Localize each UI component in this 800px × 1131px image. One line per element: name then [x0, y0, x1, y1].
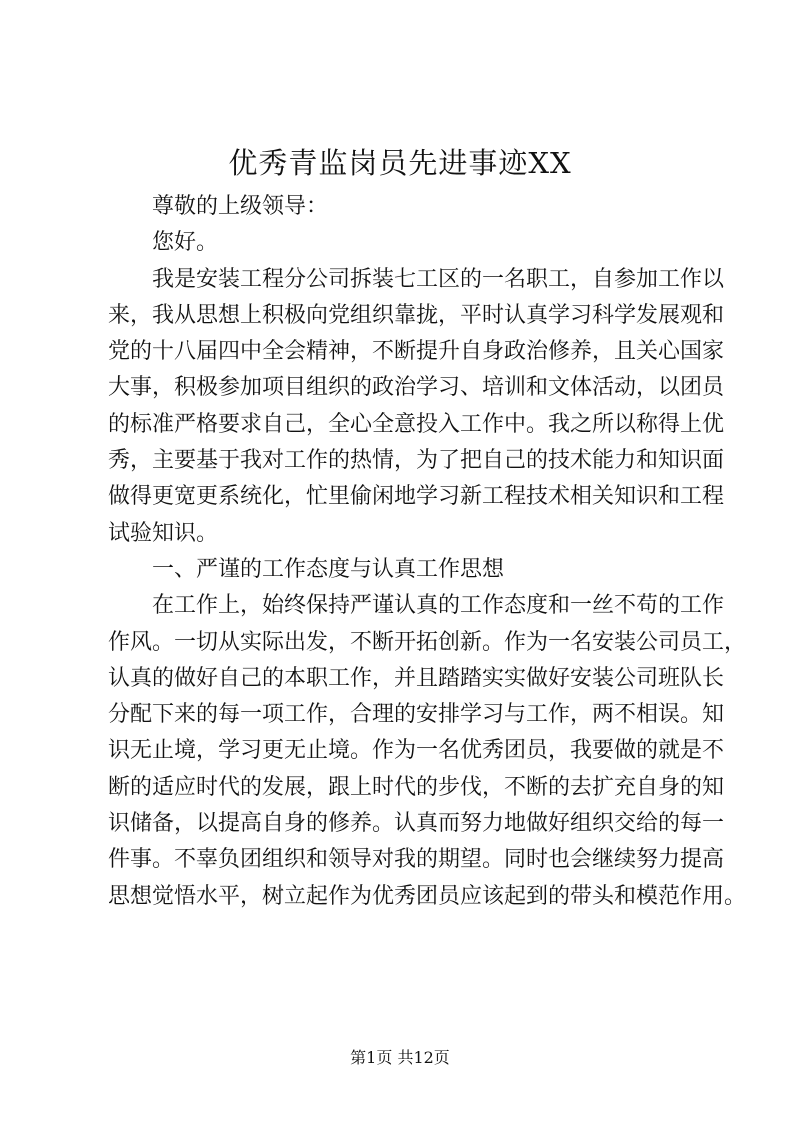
text-line: 来，我从思想上积极向党组织靠拢，平时认真学习科学发展观和: [108, 302, 725, 328]
text-line: 识无止境，学习更无止境。作为一名优秀团员，我要做的就是不: [108, 738, 725, 764]
text-line: 的标准严格要求自己，全心全意投入工作中。我之所以称得上优: [108, 411, 725, 437]
text-line: 秀，主要基于我对工作的热情，为了把自己的技术能力和知识面: [108, 448, 725, 474]
text-line: 断的适应时代的发展，跟上时代的步伐，不断的去扩充自身的知: [108, 774, 725, 800]
text-line: 作风。一切从实际出发，不断开拓创新。作为一名安装公司员工，: [108, 629, 747, 655]
page-footer: 第1页 共12页: [350, 1048, 450, 1067]
text-line: 在工作上，始终保持严谨认真的工作态度和一丝不苟的工作: [152, 593, 725, 619]
text-line: 识储备，以提高自身的修养。认真而努力地做好组织交给的每一: [108, 811, 725, 837]
text-line: 分配下来的每一项工作，合理的安排学习与工作，两不相误。知: [108, 702, 725, 728]
text-line: 试验知识。: [108, 520, 219, 546]
document-title: 优秀青监岗员先进事迹XX: [228, 146, 572, 180]
text-line: 大事，积极参加项目组织的政治学习、培训和文体活动，以团员: [108, 375, 725, 401]
text-line: 做得更宽更系统化，忙里偷闲地学习新工程技术相关知识和工程: [108, 484, 725, 510]
document-body: [108, 189, 747, 915]
text-line: 件事。不辜负团组织和领导对我的期望。同时也会继续努力提高: [108, 847, 725, 873]
text-line: 认真的做好自己的本职工作，并且踏踏实实做好安装公司班队长: [108, 665, 725, 691]
text-line: 党的十八届四中全会精神，不断提升自身政治修养，且关心国家: [108, 339, 725, 365]
text-line: 您好。: [152, 230, 219, 256]
text-line: 思想觉悟水平，树立起作为优秀团员应该起到的带头和模范作用。: [108, 883, 747, 909]
text-line: 我是安装工程分公司拆装七工区的一名职工，自参加工作以: [152, 266, 725, 292]
text-line: 尊敬的上级领导：: [152, 194, 329, 219]
text-line: 一、严谨的工作态度与认真工作思想: [152, 556, 505, 582]
